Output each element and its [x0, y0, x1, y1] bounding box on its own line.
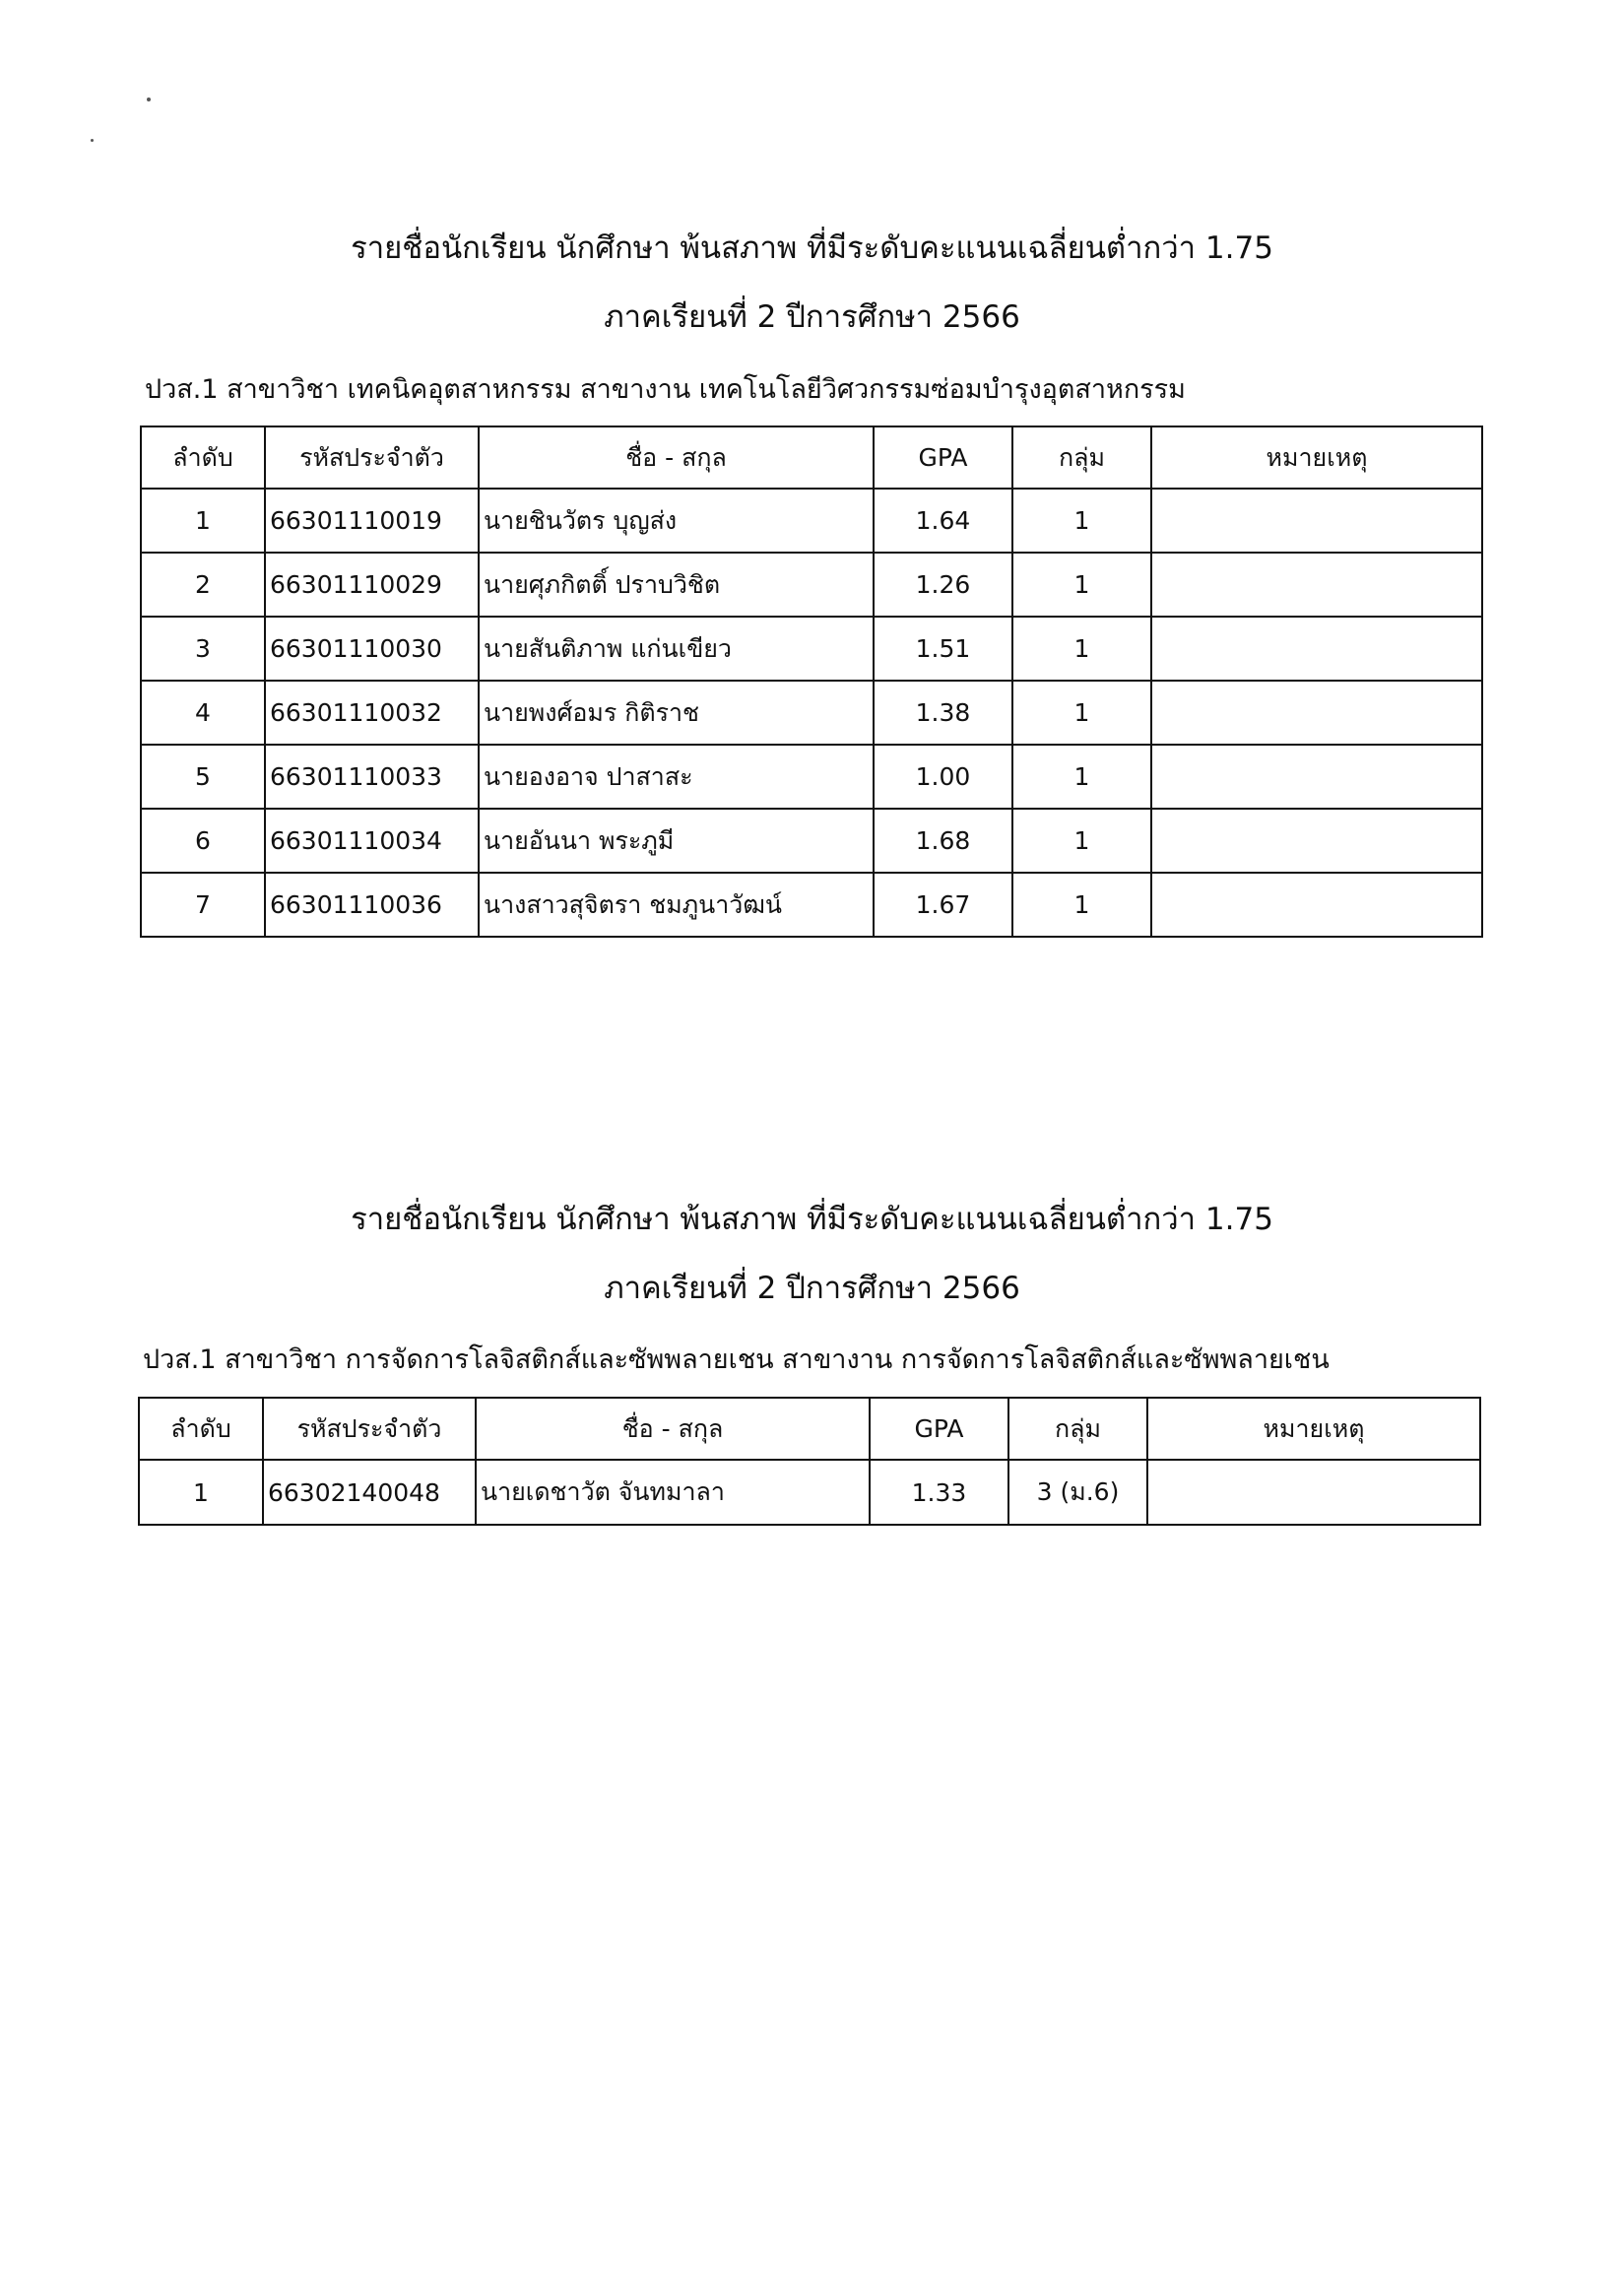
cell-gpa: 1.68 — [874, 809, 1012, 873]
col-header-student-id: รหัสประจำตัว — [265, 426, 479, 489]
table-row — [141, 809, 1482, 873]
cell-group: 1 — [1012, 873, 1151, 937]
cell-gpa: 1.38 — [874, 681, 1012, 745]
cell-student-id: 66302140048 — [263, 1460, 476, 1525]
cell-name: นายชินวัตร บุญส่ง — [479, 489, 874, 553]
student-table — [140, 426, 1483, 938]
cell-note — [1151, 745, 1482, 809]
cell-group: 3 (ม.6) — [1008, 1460, 1147, 1525]
col-header-name: ชื่อ - สกุล — [479, 426, 874, 489]
cell-gpa: 1.51 — [874, 617, 1012, 681]
cell-note — [1151, 489, 1482, 553]
cell-order: 4 — [141, 681, 265, 745]
cell-student-id: 66301110029 — [265, 553, 479, 617]
table-row — [141, 873, 1482, 937]
cell-group: 1 — [1012, 489, 1151, 553]
cell-student-id: 66301110030 — [265, 617, 479, 681]
col-header-group: กลุ่ม — [1008, 1398, 1147, 1460]
cell-group: 1 — [1012, 681, 1151, 745]
cell-student-id: 66301110036 — [265, 873, 479, 937]
cell-student-id: 66301110034 — [265, 809, 479, 873]
cell-group: 1 — [1012, 745, 1151, 809]
cell-group: 1 — [1012, 553, 1151, 617]
cell-note — [1147, 1460, 1480, 1525]
cell-student-id: 66301110033 — [265, 745, 479, 809]
col-header-note: หมายเหตุ — [1147, 1398, 1480, 1460]
col-header-group: กลุ่ม — [1012, 426, 1151, 489]
table-row — [141, 745, 1482, 809]
table-row — [141, 553, 1482, 617]
cell-order: 1 — [141, 489, 265, 553]
cell-note — [1151, 617, 1482, 681]
col-header-student-id: รหัสประจำตัว — [263, 1398, 476, 1460]
table-header-row — [139, 1398, 1480, 1460]
page-subtitle: ภาคเรียนที่ 2 ปีการศึกษา 2566 — [604, 1271, 1020, 1306]
cell-group: 1 — [1012, 809, 1151, 873]
table-row — [141, 681, 1482, 745]
table-row — [139, 1460, 1480, 1525]
cell-order: 3 — [141, 617, 265, 681]
program-line: ปวส.1 สาขาวิชา การจัดการโลจิสติกส์และซัพพลายเชน สาขางาน การจัดการโลจิสติกส์และซัพพลายเชน — [143, 1344, 1330, 1375]
cell-name: นายเดชาวัต จันทมาลา — [476, 1460, 870, 1525]
cell-name: นายศุภกิตติ์ ปราบวิชิต — [479, 553, 874, 617]
cell-order: 5 — [141, 745, 265, 809]
cell-gpa: 1.00 — [874, 745, 1012, 809]
program-line: ปวส.1 สาขาวิชา เทคนิคอุตสาหกรรม สาขางาน เทคโนโลยีวิศวกรรมซ่อมบำรุงอุตสาหกรรม — [145, 374, 1186, 405]
cell-gpa: 1.64 — [874, 489, 1012, 553]
cell-order: 7 — [141, 873, 265, 937]
col-header-gpa: GPA — [870, 1398, 1008, 1460]
cell-group: 1 — [1012, 617, 1151, 681]
cell-gpa: 1.33 — [870, 1460, 1008, 1525]
cell-order: 2 — [141, 553, 265, 617]
cell-note — [1151, 809, 1482, 873]
col-header-order: ลำดับ — [141, 426, 265, 489]
cell-note — [1151, 553, 1482, 617]
cell-order: 1 — [139, 1460, 263, 1525]
cell-name: นางสาวสุจิตรา ชมภูนาวัฒน์ — [479, 873, 874, 937]
student-table — [138, 1397, 1481, 1526]
cell-gpa: 1.26 — [874, 553, 1012, 617]
col-header-order: ลำดับ — [139, 1398, 263, 1460]
page-subtitle: ภาคเรียนที่ 2 ปีการศึกษา 2566 — [604, 299, 1020, 335]
cell-order: 6 — [141, 809, 265, 873]
cell-note — [1151, 681, 1482, 745]
table-header-row — [141, 426, 1482, 489]
cell-name: นายสันติภาพ แก่นเขียว — [479, 617, 874, 681]
table-row — [141, 617, 1482, 681]
page-title: รายชื่อนักเรียน นักศึกษา พ้นสภาพ ที่มีระดับคะแนนเฉลี่ยนต่ำกว่า 1.75 — [351, 230, 1273, 266]
cell-note — [1151, 873, 1482, 937]
col-header-note: หมายเหตุ — [1151, 426, 1482, 489]
section-1 — [0, 0, 1624, 985]
cell-gpa: 1.67 — [874, 873, 1012, 937]
cell-student-id: 66301110032 — [265, 681, 479, 745]
page-title: รายชื่อนักเรียน นักศึกษา พ้นสภาพ ที่มีระดับคะแนนเฉลี่ยนต่ำกว่า 1.75 — [351, 1202, 1273, 1237]
cell-student-id: 66301110019 — [265, 489, 479, 553]
col-header-gpa: GPA — [874, 426, 1012, 489]
table-row — [141, 489, 1482, 553]
cell-name: นายอันนา พระภูมี — [479, 809, 874, 873]
cell-name: นายองอาจ ปาสาสะ — [479, 745, 874, 809]
section-2 — [0, 1182, 1624, 1576]
col-header-name: ชื่อ - สกุล — [476, 1398, 870, 1460]
cell-name: นายพงศ์อมร กิติราช — [479, 681, 874, 745]
